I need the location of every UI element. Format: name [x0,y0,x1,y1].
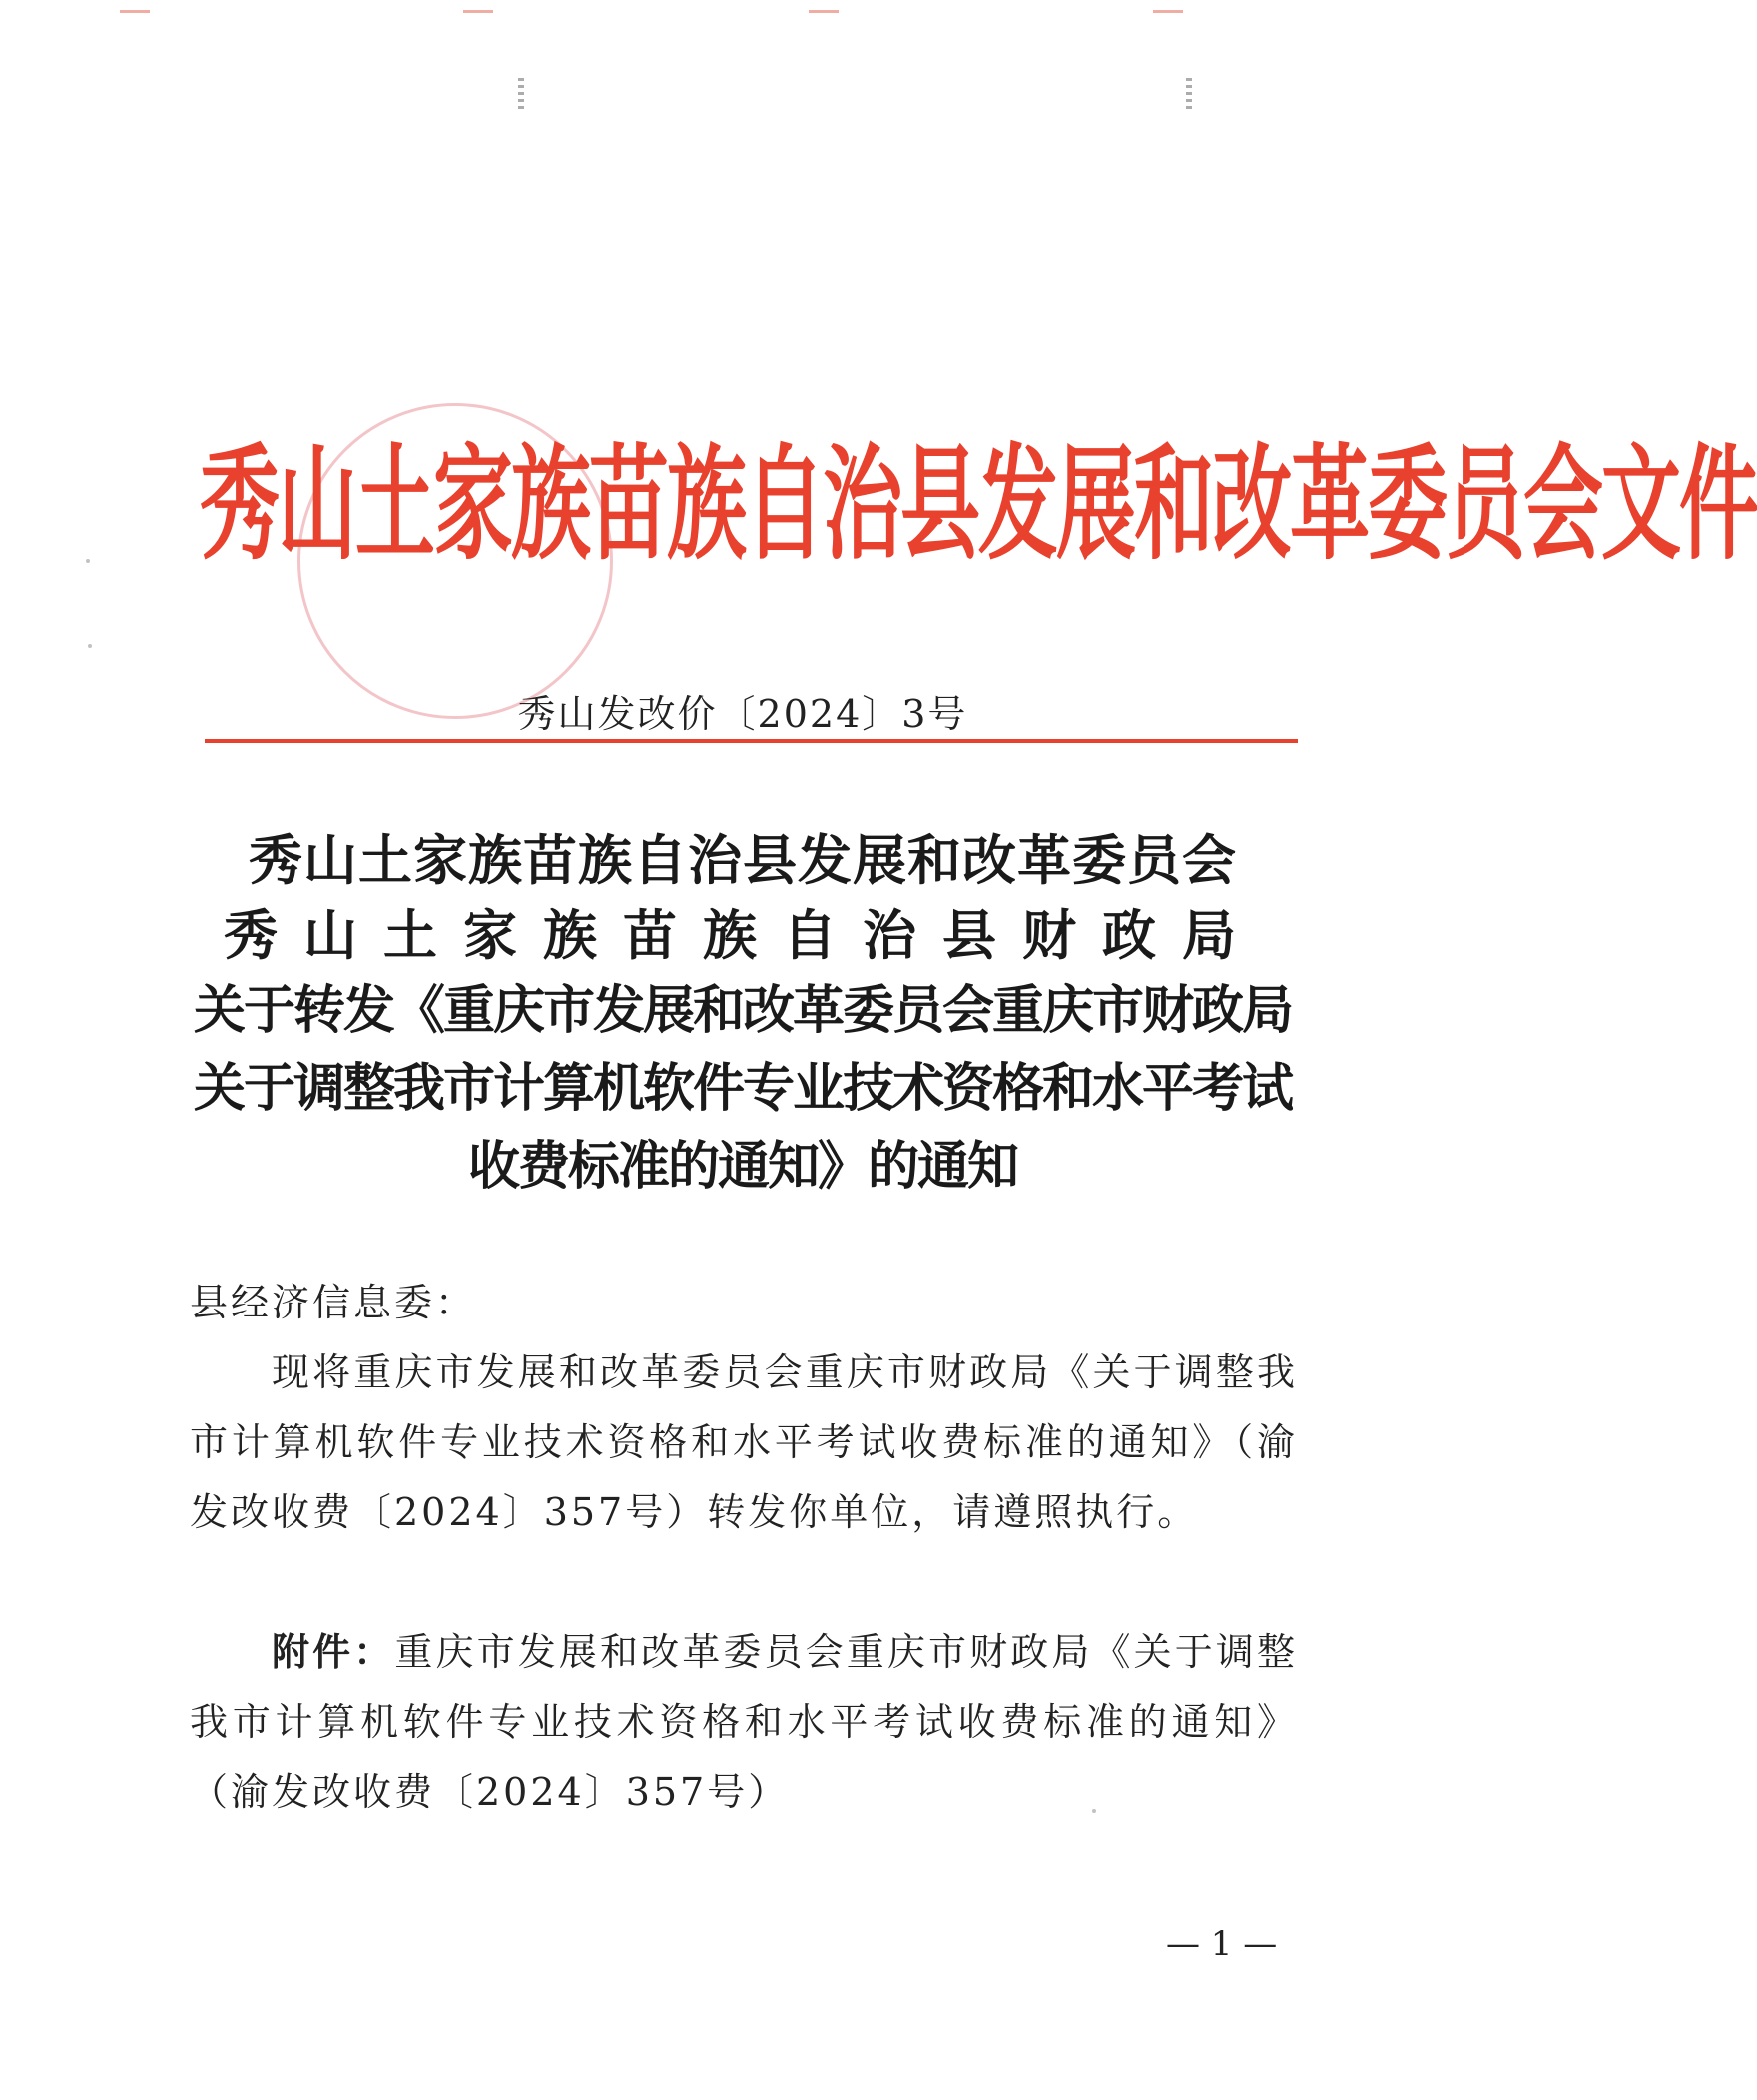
scan-speck [86,559,90,563]
title-line-1: 秀山土家族苗族自治县发展和改革委员会 [249,829,1237,892]
red-divider [205,739,1298,743]
salutation: 县经济信息委： [190,1281,477,1324]
title-line-4: 关于调整我市计算机软件专业技术资格和水平考试 [193,1059,1292,1119]
title-line-5: 收费标准的通知》的通知 [467,1137,1017,1197]
scan-mark [1153,10,1183,13]
scan-mark [120,10,150,13]
attachment-note [190,1617,1298,1827]
scan-mark [463,10,493,13]
title-line-3: 关于转发《重庆市发展和改革委员会重庆市财政局 [193,981,1292,1041]
binding-hole-mark [518,78,524,112]
scan-speck [88,644,92,648]
document-header-title: 秀山土家族苗族自治县发展和改革委员会文件 [200,432,1757,577]
binding-hole-mark [1186,78,1192,112]
scan-mark [809,10,839,13]
body-paragraph: 现将重庆市发展和改革委员会重庆市财政局《关于调整我市计算机软件专业技术资格和水平考试收费标准的通知》（渝发改收费〔2024〕357号）转发你单位，请遵照执行。 [190,1350,1298,1534]
document-number: 秀山发改价〔2024〕3号 [517,692,968,736]
attachment-label: 附件： [272,1629,395,1674]
title-line-2: 秀山土家族苗族自治县财政局 [224,904,1262,967]
attachment-text: 重庆市发展和改革委员会重庆市财政局《关于调整我市计算机软件专业技术资格和水平考试收费标准的通知》（渝发改收费〔2024〕357号） [190,1630,1298,1814]
page-number: — 1 — [1166,1924,1278,1964]
